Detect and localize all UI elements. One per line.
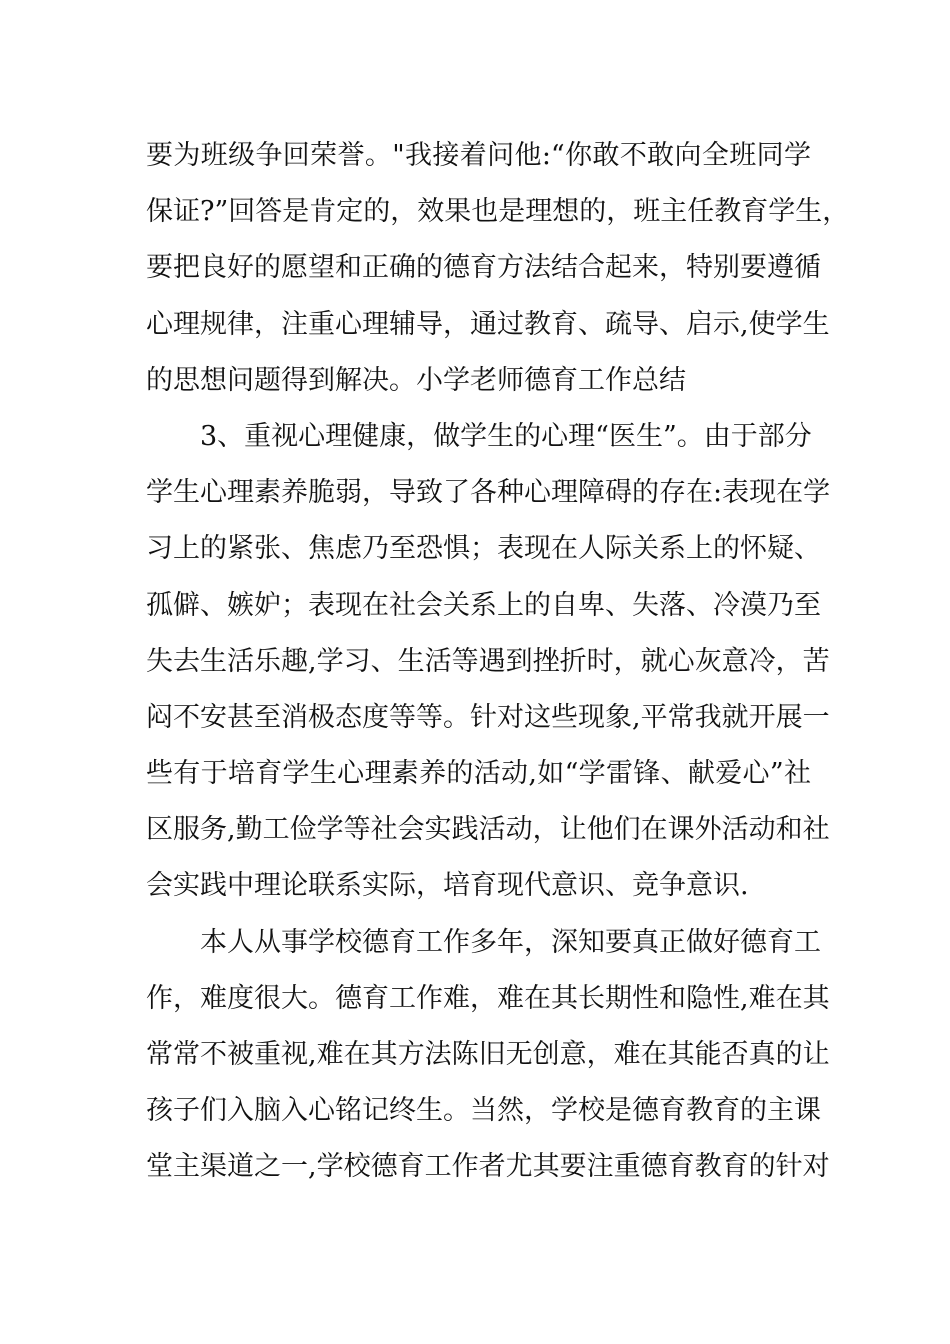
text-line: 心理规律，注重心理辅导，通过教育、疏导、启示,使学生 xyxy=(146,308,830,340)
text-line: 习上的紧张、焦虑乃至恐惧；表现在人际关系上的怀疑、 xyxy=(146,533,821,565)
text-line: 作，难度很大。德育工作难，难在其长期性和隐性,难在其 xyxy=(146,982,830,1014)
text-line: 要为班级争回荣誉。"我接着问他:“你敢不敢向全班同学 xyxy=(146,140,811,171)
text-line: 学生心理素养脆弱，导致了各种心理障碍的存在:表现在学 xyxy=(146,477,831,509)
text-line: 些有于培育学生心理素养的活动,如“学雷锋、献爱心”社 xyxy=(146,758,811,790)
text-line: 保证?”回答是肯定的，效果也是理想的，班主任教育学生， xyxy=(146,196,850,228)
text-line: 常常不被重视,难在其方法陈旧无创意，难在其能否真的让 xyxy=(146,1039,830,1070)
text-line: 本人从事学校德育工作多年，深知要真正做好德育工 xyxy=(200,926,821,958)
text-line: 3、重视心理健康，做学生的心理“医生”。由于部分 xyxy=(200,420,812,452)
text-line: 会实践中理论联系实际，培育现代意识、竞争意识. xyxy=(146,870,749,902)
document-body xyxy=(146,128,850,1196)
text-line: 要把良好的愿望和正确的德育方法结合起来，特别要遵循 xyxy=(146,252,821,284)
text-line: 闷不安甚至消极态度等等。针对这些现象,平常我就开展一 xyxy=(146,701,830,733)
text-line: 区服务,勤工俭学等社会实践活动，让他们在课外活动和社 xyxy=(146,814,830,846)
text-line: 的思想问题得到解决。小学老师德育工作总结 xyxy=(146,364,686,396)
text-line: 失去生活乐趣,学习、生活等遇到挫折时，就心灰意冷，苦 xyxy=(146,645,830,677)
text-line: 堂主渠道之一,学校德育工作者尤其要注重德育教育的针对 xyxy=(146,1151,830,1183)
text-line: 孩子们入脑入心铭记终生。当然，学校是德育教育的主课 xyxy=(146,1095,821,1127)
text-line: 孤僻、嫉妒；表现在社会关系上的自卑、失落、冷漠乃至 xyxy=(146,589,821,621)
